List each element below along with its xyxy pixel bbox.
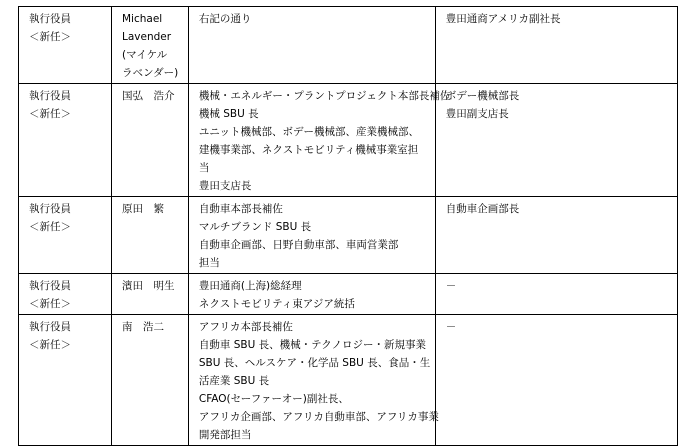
title-line: ＜新任＞ [29, 298, 71, 310]
new-position-line: 自動車本部長補佐 [198, 203, 283, 215]
current-position-cell [435, 315, 677, 446]
title-line: 執行役員 [29, 13, 71, 25]
new-position-cell [188, 274, 435, 315]
new-position-line: マルチブランド SBU 長 [198, 221, 312, 233]
new-position-line: 活産業 SBU 長 [198, 375, 270, 387]
new-position-cell [188, 197, 435, 274]
title-cell [19, 197, 112, 274]
table-row [19, 84, 678, 197]
name-cell [111, 7, 188, 84]
new-position-line: 建機事業部、ネクストモビリティ機械事業室担 [198, 144, 419, 156]
name-cell [111, 84, 188, 197]
name-cell [111, 315, 188, 446]
new-position-line: 右記の通り [198, 13, 252, 25]
title-line: ＜新任＞ [29, 339, 71, 351]
current-position-line: － [445, 321, 457, 333]
executive-appointments-table [18, 6, 678, 446]
name-line: 濱田 明生 [121, 280, 175, 292]
title-line: 執行役員 [29, 90, 71, 102]
table-row [19, 315, 678, 446]
title-line: 執行役員 [29, 321, 71, 333]
name-line: (マイケル [121, 49, 168, 61]
title-line: 執行役員 [29, 280, 71, 292]
current-position-line: ボデー機械部長 [445, 90, 520, 102]
name-line: 原田 繁 [121, 203, 164, 215]
new-position-line: 当 [198, 162, 210, 174]
new-position-line: ユニット機械部、ボデー機械部、産業機械部、 [198, 126, 419, 138]
new-position-line: 豊田通商(上海)総経理 [198, 280, 302, 292]
title-cell [19, 274, 112, 315]
current-position-line: 自動車企画部長 [445, 203, 520, 215]
current-position-line: 豊田副支店長 [445, 108, 509, 120]
new-position-line: 開発部担当 [198, 429, 252, 441]
name-line: Michael [121, 13, 163, 25]
new-position-cell [188, 315, 439, 446]
new-position-line: 機械・エネルギー・プラントプロジェクト本部長補佐 [198, 90, 451, 102]
new-position-line: 自動車企画部、日野自動車部、車両営業部 [198, 239, 399, 251]
new-position-line: ネクストモビリティ東アジア統括 [198, 298, 355, 310]
current-position-cell [435, 197, 677, 274]
table-body [19, 7, 678, 446]
name-line: ラベンダー) [121, 67, 179, 79]
new-position-line: 機械 SBU 長 [198, 108, 259, 120]
new-position-line: 豊田支店長 [198, 180, 252, 192]
new-position-line: アフリカ企画部、アフリカ自動車部、アフリカ事業 [198, 411, 439, 423]
new-position-line: SBU 長、ヘルスケア・化学品 SBU 長、食品・生 [198, 357, 431, 369]
title-line: ＜新任＞ [29, 221, 71, 233]
new-position-line: 担当 [198, 257, 220, 269]
current-position-line: － [445, 280, 457, 292]
title-line: ＜新任＞ [29, 31, 71, 43]
name-line: 南 浩二 [121, 321, 164, 333]
table-row [19, 274, 678, 315]
table-row [19, 7, 678, 84]
name-line: 国弘 浩介 [121, 90, 175, 102]
new-position-line: アフリカ本部長補佐 [198, 321, 293, 333]
new-position-line: CFAO(セーファーオー)副社長、 [198, 393, 349, 405]
current-position-cell [435, 84, 677, 197]
name-line: Lavender [121, 31, 172, 43]
name-cell [111, 197, 188, 274]
table-row [19, 197, 678, 274]
title-cell [19, 315, 112, 446]
current-position-cell [435, 274, 677, 315]
title-line: 執行役員 [29, 203, 71, 215]
title-line: ＜新任＞ [29, 108, 71, 120]
current-position-line: 豊田通商アメリカ副社長 [445, 13, 561, 25]
name-cell [111, 274, 188, 315]
new-position-cell [188, 84, 451, 197]
new-position-cell [188, 7, 435, 84]
new-position-line: 自動車 SBU 長、機械・テクノロジー・新規事業 [198, 339, 426, 351]
current-position-cell [435, 7, 677, 84]
title-cell [19, 7, 112, 84]
title-cell [19, 84, 112, 197]
